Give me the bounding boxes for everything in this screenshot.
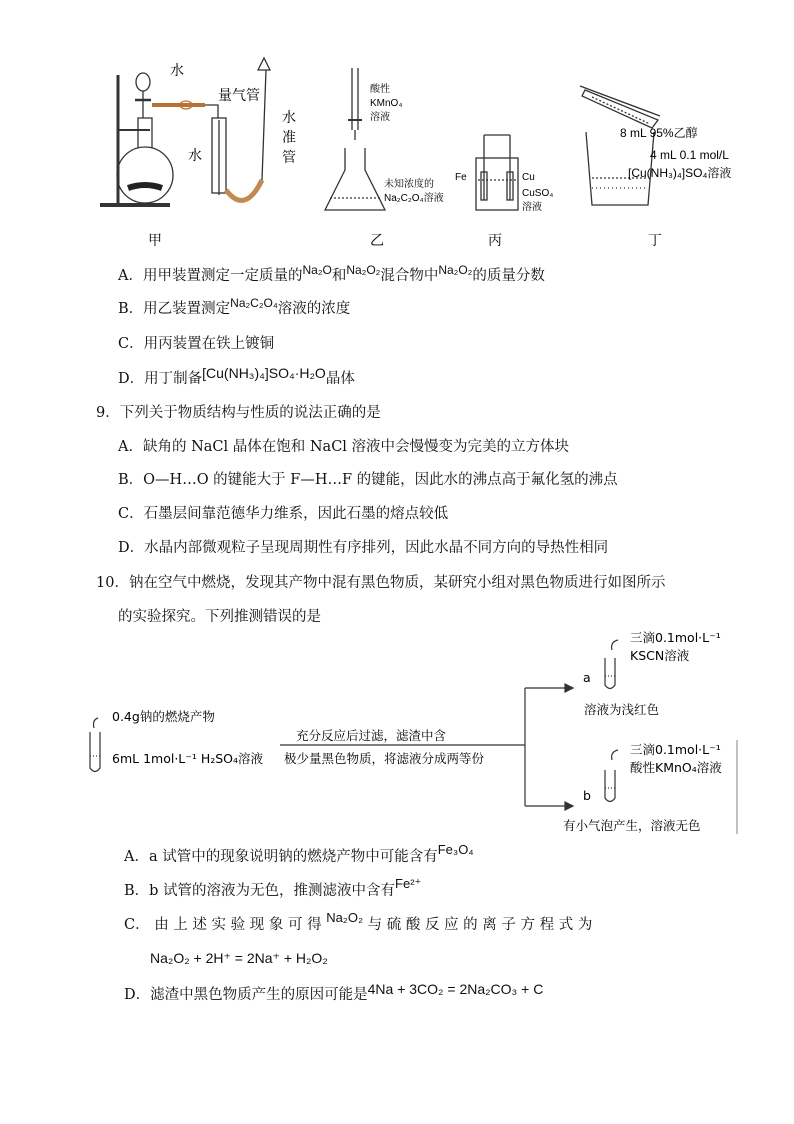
q10-step2: 极少量黑色物质，将滤液分成两等份 — [284, 751, 485, 766]
label-leveling-1: 水 — [282, 110, 296, 126]
formula: Fe²⁺ — [395, 876, 422, 891]
q9-option-d: D．水晶内部微观粒子呈现周期性有序排列，因此水晶不同方向的导热性相同 — [118, 540, 609, 556]
bing-cuso4-2: 溶液 — [522, 202, 542, 213]
q10-b-result: 有小气泡产生，溶液无色 — [563, 818, 701, 833]
q8-option-d: D．用丁制备[Cu(NH₃)₄]SO₄·H₂O晶体 — [118, 365, 355, 387]
q10-acid-label: 6mL 1mol·L⁻¹ H₂SO₄溶液 — [112, 751, 264, 766]
apparatus-figure — [0, 0, 794, 250]
q9-option-c: C．石墨层间靠范德华力维系，因此石墨的熔点较低 — [118, 506, 449, 522]
yi-reagent-1: 酸性 — [370, 84, 390, 95]
ding-ethanol: 8 mL 95%乙醇 — [620, 126, 698, 140]
label-water: 水 — [170, 63, 184, 79]
q10-label-b: b — [583, 788, 591, 803]
q10-option-a: A．a 试管中的现象说明钠的燃烧产物中可能含有Fe₃O₄ — [124, 842, 474, 865]
q8-option-a: A．用甲装置测定一定质量的$^{Na_2O}$和$^{Na_2O_2}$混合物中$^{Na_2O_2}$的质量分数 — [118, 263, 545, 284]
q10-stem-1: 10．钠在空气中燃烧，发现其产物中混有黑色物质，某研究小组对黑色物质进行如图所示 — [96, 575, 666, 591]
yi-unknown-1: 未知浓度的 — [384, 179, 434, 190]
formula: Na₂O₂ — [438, 263, 473, 277]
q9-option-a: A．缺角的 NaCl 晶体在饱和 NaCl 溶液中会慢慢变为完美的立方体块 — [118, 439, 570, 455]
bing-cuso4-1: CuSO₄ — [522, 188, 554, 199]
q9-stem: 9．下列关于物质结构与性质的说法正确的是 — [96, 405, 381, 421]
q10-a-result: 溶液为浅红色 — [584, 702, 660, 717]
caption-yi: 乙 — [370, 233, 384, 249]
q10-stem-2: 的实验探究。下列推测错误的是 — [118, 609, 321, 625]
apparatus-jia — [100, 58, 270, 205]
caption-ding: 丁 — [648, 233, 662, 249]
formula: Na₂O₂ — [326, 910, 364, 925]
formula: Na₂O₂ — [346, 263, 381, 277]
q10-product-label: 0.4g钠的燃烧产物 — [112, 709, 215, 724]
formula: Na₂C₂O₄ — [230, 296, 278, 310]
bing-fe: Fe — [455, 172, 467, 183]
q10-a-reagent-1: 三滴0.1mol·L⁻¹ — [630, 630, 721, 645]
apparatus-ding — [580, 86, 660, 205]
q10-b-reagent-1: 三滴0.1mol·L⁻¹ — [630, 742, 721, 757]
label-gas-tube: 量气管 — [218, 88, 260, 104]
label-leveling-3: 管 — [282, 150, 296, 166]
ding-solution: [Cu(NH₃)₄]SO₄溶液 — [628, 166, 732, 180]
caption-jia: 甲 — [148, 233, 162, 249]
q10-b-reagent-2: 酸性KMnO₄溶液 — [630, 760, 722, 775]
equation: 4Na + 3CO₂ = 2Na₂CO₃ + C — [367, 981, 544, 997]
label-water2: 水 — [188, 148, 202, 164]
q10-option-c: C． 由 上 述 实 验 现 象 可 得 Na₂O₂ 与 硫 酸 反 应 的 离 子 方 程 式 为 — [124, 910, 593, 933]
q10-option-b: B．b 试管的溶液为无色，推测滤液中含有Fe²⁺ — [124, 876, 422, 899]
yi-reagent-3: 溶液 — [370, 112, 390, 123]
apparatus-bing — [476, 135, 518, 210]
formula: Fe₃O₄ — [437, 842, 474, 857]
ding-conc: 4 mL 0.1 mol/L — [650, 148, 729, 162]
caption-bing: 丙 — [488, 233, 502, 249]
q10-label-a: a — [583, 670, 591, 685]
q10-option-d: D．滤渣中黑色物质产生的原因可能是4Na + 3CO₂ = 2Na₂CO₃ + C — [124, 981, 544, 1003]
yi-reagent-2: KMnO₄ — [370, 98, 403, 109]
bing-cu: Cu — [522, 172, 535, 183]
q8-option-c: C．用丙装置在铁上镀铜 — [118, 336, 275, 352]
formula: Na₂O — [302, 263, 332, 277]
q10-option-c-equation: Na₂O₂ + 2H⁺ = 2Na⁺ + H₂O₂ — [150, 950, 328, 966]
formula: [Cu(NH₃)₄]SO₄·H₂O — [202, 365, 326, 381]
label-leveling-2: 准 — [282, 130, 296, 146]
yi-unknown-2: Na₂C₂O₄溶液 — [384, 193, 444, 204]
q9-option-b: B．O—H…O 的键能大于 F—H…F 的键能，因此水的沸点高于氟化氢的沸点 — [118, 472, 618, 488]
q8-option-b: B．用乙装置测定$^{Na_2C_2O_4}$溶液的浓度 — [118, 296, 351, 317]
q10-step1: 充分反应后过滤，滤渣中含 — [296, 728, 447, 743]
q10-figure — [0, 620, 794, 840]
q10-a-reagent-2: KSCN溶液 — [630, 648, 690, 663]
